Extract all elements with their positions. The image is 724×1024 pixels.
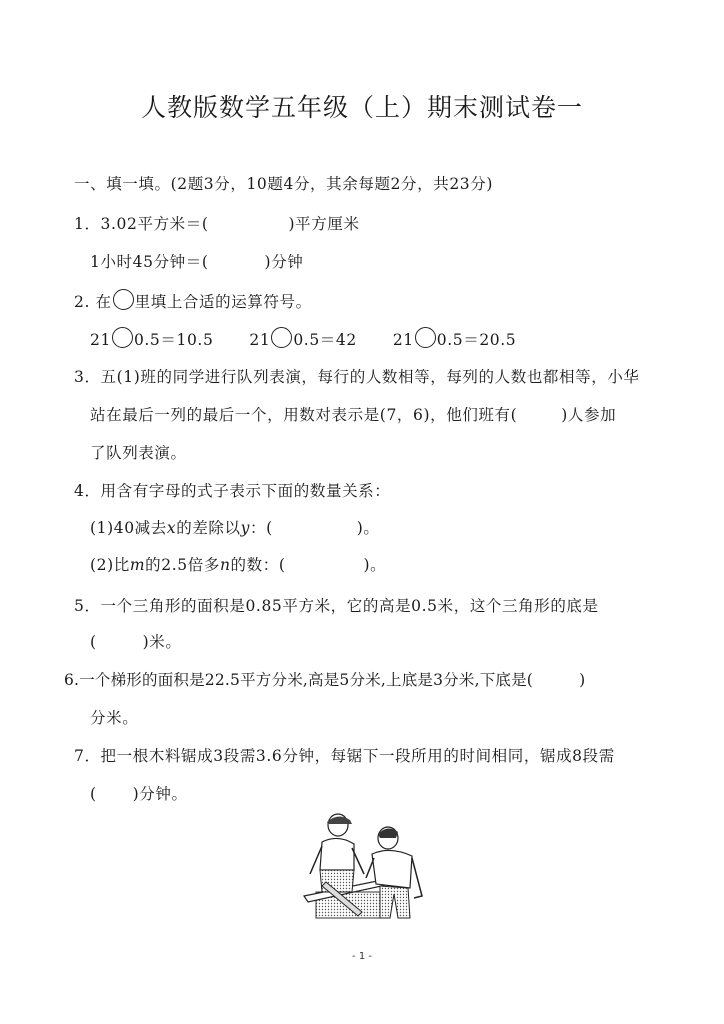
question-3-line-3: 了队列表演。 xyxy=(90,444,187,462)
question-text: )人参加 xyxy=(561,406,617,424)
page-number: - 1 - xyxy=(352,951,372,962)
question-text: 1．3.02平方米＝( xyxy=(74,215,209,233)
question-text: 6.一个梯形的面积是22.5平方分米,高是5分米,上底是3分米,下底是( xyxy=(64,671,534,689)
expression-text: 21 xyxy=(90,331,111,349)
question-text: )平方厘米 xyxy=(288,215,360,233)
question-text: 1小时45分钟＝( xyxy=(90,253,209,271)
question-4-1 xyxy=(90,516,380,538)
expression-text: 0.5＝20.5 xyxy=(436,331,517,349)
operator-circle[interactable] xyxy=(415,327,436,348)
question-text: 2. 在 xyxy=(74,293,112,311)
question-text: 的2.5倍多 xyxy=(145,556,220,574)
question-2 xyxy=(74,289,312,312)
question-text: 站在最后一列的最后一个，用数对表示是(7，6)，他们班有( xyxy=(90,406,518,424)
question-1a xyxy=(74,212,360,234)
question-text: )分钟。 xyxy=(132,785,188,803)
expression-text: 0.5＝42 xyxy=(293,331,357,349)
question-text: (1)40减去 xyxy=(90,519,167,537)
question-text: ) xyxy=(579,671,586,689)
question-6-line-1 xyxy=(64,668,585,690)
expression-text: 21 xyxy=(249,331,271,349)
variable: x xyxy=(166,519,177,537)
question-text: 的数：( xyxy=(230,556,286,574)
question-2-expressions xyxy=(90,327,516,350)
question-text: ：( xyxy=(250,519,273,537)
question-text: )。 xyxy=(356,519,380,537)
question-text: (2)比 xyxy=(90,556,130,574)
operator-circle[interactable] xyxy=(112,327,133,348)
question-7-line-2 xyxy=(90,782,188,804)
question-1b xyxy=(90,250,303,272)
sawing-wood-illustration xyxy=(300,812,426,920)
variable: y xyxy=(240,519,250,537)
question-4: 4．用含有字母的式子表示下面的数量关系： xyxy=(74,482,391,500)
variable: m xyxy=(129,556,146,574)
operator-circle[interactable] xyxy=(271,327,292,348)
expression-text: 0.5＝10.5 xyxy=(133,331,214,349)
question-text: 里填上合适的运算符号。 xyxy=(134,293,312,311)
variable: n xyxy=(219,556,231,574)
question-5-line-2 xyxy=(90,630,182,652)
question-text: )。 xyxy=(363,556,387,574)
question-text: )分钟 xyxy=(264,253,304,271)
question-3-line-1: 3．五(1)班的同学进行队列表演，每行的人数相等，每列的人数也都相等，小华 xyxy=(74,368,640,386)
question-4-2 xyxy=(90,553,386,575)
question-6-line-2: 分米。 xyxy=(90,709,139,727)
section-heading: 一、填一填。(2题3分，10题4分，其余每题2分，共23分) xyxy=(74,175,493,193)
question-7-line-1: 7．把一根木料锯成3段需3.6分钟，每锯下一段所用的时间相同，锯成8段需 xyxy=(74,747,615,765)
expression-text: 21 xyxy=(392,331,414,349)
question-text: 的差除以 xyxy=(176,519,241,537)
question-3-line-2 xyxy=(90,403,616,425)
circle-blank-icon xyxy=(113,289,134,310)
question-text: ( xyxy=(90,633,97,651)
page-title: 人教版数学五年级（上）期末测试卷一 xyxy=(140,93,583,122)
question-5-line-1: 5．一个三角形的面积是0.85平方米，它的高是0.5米，这个三角形的底是 xyxy=(74,597,599,615)
question-text: ( xyxy=(90,785,97,803)
question-text: )米。 xyxy=(142,633,182,651)
